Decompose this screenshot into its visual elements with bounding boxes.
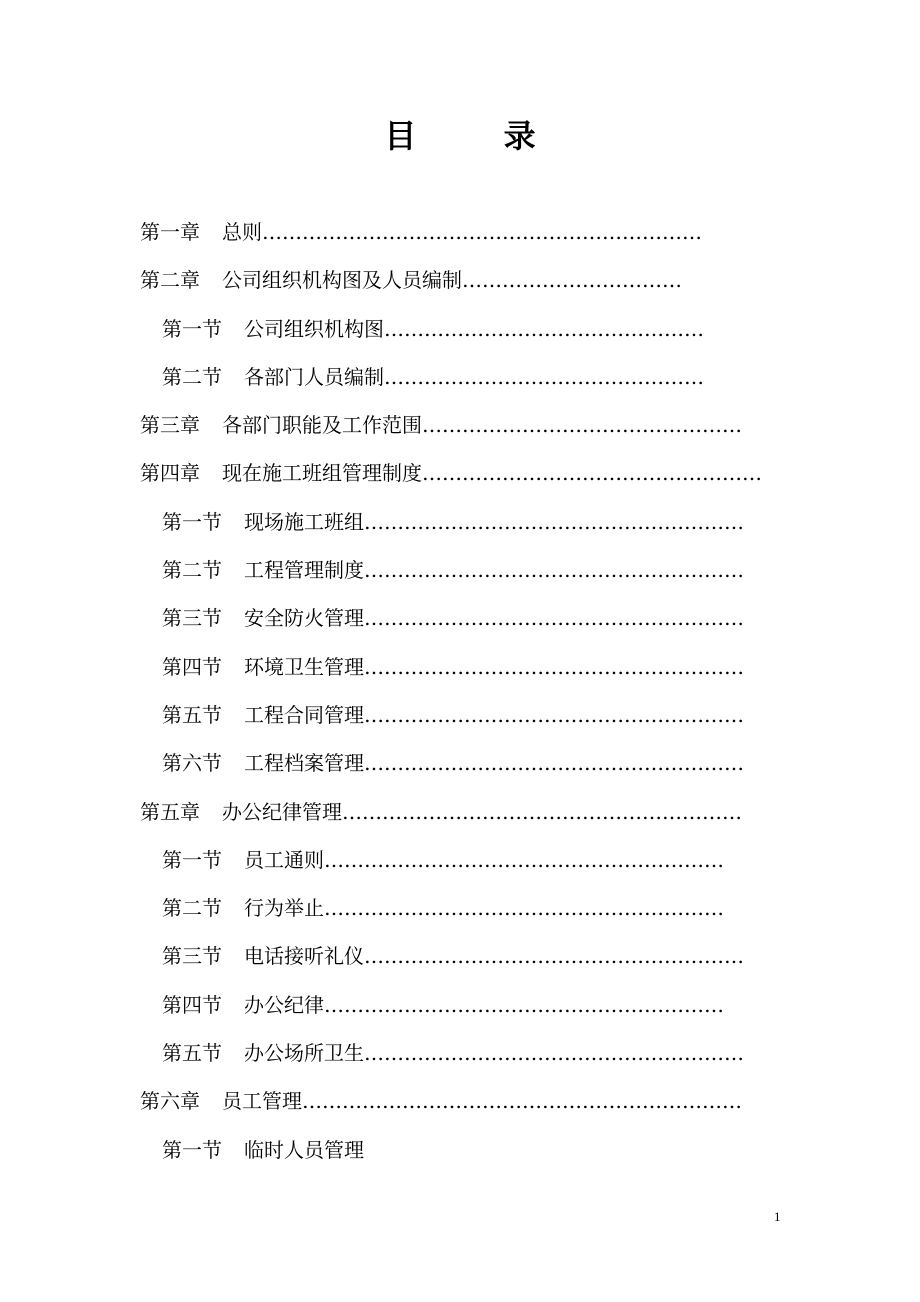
toc-entry-section[interactable] <box>0 1126 920 1174</box>
toc-entry-section[interactable] <box>0 643 920 691</box>
toc-entry-title: 公司组织机构图 <box>244 316 384 341</box>
toc-entry-label: 第四章 <box>140 461 200 486</box>
toc-entry-label: 第六节 <box>162 751 222 776</box>
toc-dot-leader: ………………………………………………………… <box>302 1089 742 1114</box>
toc-entry-title: 现场施工班组 <box>244 509 364 534</box>
table-of-contents <box>0 208 920 1174</box>
toc-entry-section[interactable] <box>0 353 920 401</box>
toc-entry-title: 临时人员管理 <box>244 1137 364 1162</box>
toc-entry-title: 环境卫生管理 <box>244 654 364 679</box>
toc-entry-label: 第四节 <box>162 654 222 679</box>
toc-dot-leader: ………………………………………………… <box>364 606 744 631</box>
toc-entry-label: 第二节 <box>162 896 222 921</box>
toc-dot-leader: ………………………………………………… <box>364 751 744 776</box>
toc-dot-leader: …………………………………………… <box>422 461 762 486</box>
toc-entry-section[interactable] <box>0 836 920 884</box>
toc-entry-title: 电话接听礼仪 <box>244 944 364 969</box>
toc-entry-title: 办公纪律 <box>244 992 324 1017</box>
toc-entry-section[interactable] <box>0 305 920 353</box>
toc-entry-label: 第六章 <box>140 1089 200 1114</box>
toc-entry-label: 第一章 <box>140 220 200 244</box>
toc-dot-leader: …………………………………………………… <box>324 896 724 921</box>
toc-entry-label: 第二节 <box>162 364 222 389</box>
toc-entry-label: 第五节 <box>162 1041 222 1066</box>
toc-entry-chapter-4[interactable] <box>0 449 920 497</box>
toc-dot-leader: ………………………………………………… <box>364 1041 744 1066</box>
toc-entry-section[interactable] <box>0 594 920 642</box>
toc-entry-label: 第三节 <box>162 944 222 969</box>
toc-entry-label: 第四节 <box>162 992 222 1017</box>
toc-entry-label: 第二节 <box>162 558 222 583</box>
toc-entry-title: 公司组织机构图及人员编制 <box>222 268 462 293</box>
toc-entry-title: 办公纪律管理 <box>222 799 342 824</box>
toc-entry-title: 工程合同管理 <box>244 702 364 727</box>
toc-dot-leader: ………………………………………………… <box>364 509 744 534</box>
toc-entry-section[interactable] <box>0 884 920 932</box>
toc-entry-chapter-1[interactable] <box>0 208 920 256</box>
toc-entry-title: 行为举止 <box>244 896 324 921</box>
toc-dot-leader: ………………………………………………… <box>364 944 744 969</box>
toc-dot-leader: …………………………………………………… <box>342 799 742 824</box>
toc-entry-label: 第三节 <box>162 606 222 631</box>
toc-entry-label: 第一节 <box>162 509 222 534</box>
toc-entry-title: 工程档案管理 <box>244 751 364 776</box>
toc-entry-section[interactable] <box>0 546 920 594</box>
toc-entry-chapter-2[interactable] <box>0 256 920 304</box>
toc-entry-label: 第五章 <box>140 799 200 824</box>
toc-entry-section[interactable] <box>0 691 920 739</box>
toc-dot-leader: ………………………………………… <box>422 413 742 438</box>
toc-entry-label: 第五节 <box>162 702 222 727</box>
toc-entry-label: 第三章 <box>140 413 200 438</box>
page-number: 1 <box>774 1209 781 1224</box>
toc-dot-leader: ………………………………………… <box>384 364 704 389</box>
toc-entry-title: 员工通则 <box>244 847 324 872</box>
toc-dot-leader: ………………………………………………… <box>364 702 744 727</box>
toc-entry-section[interactable] <box>0 1029 920 1077</box>
toc-entry-label: 第一节 <box>162 847 222 872</box>
toc-entry-title: 工程管理制度 <box>244 558 364 583</box>
toc-entry-title: 现在施工班组管理制度 <box>222 461 422 486</box>
toc-entry-section[interactable] <box>0 498 920 546</box>
toc-entry-chapter-5[interactable] <box>0 788 920 836</box>
toc-dot-leader: …………………………………………………… <box>324 847 724 872</box>
toc-entry-title: 各部门人员编制 <box>244 364 384 389</box>
toc-entry-section[interactable] <box>0 932 920 980</box>
toc-dot-leader: ………………………………………………… <box>364 558 744 583</box>
toc-entry-title: 各部门职能及工作范围 <box>222 413 422 438</box>
toc-entry-chapter-6[interactable] <box>0 1077 920 1125</box>
toc-entry-label: 第二章 <box>140 268 200 293</box>
toc-entry-label: 第一节 <box>162 1137 222 1162</box>
toc-entry-title: 总则 <box>222 220 262 244</box>
toc-entry-section[interactable] <box>0 981 920 1029</box>
toc-dot-leader: …………………………… <box>462 268 682 293</box>
toc-entry-chapter-3[interactable] <box>0 401 920 449</box>
toc-entry-title: 办公场所卫生 <box>244 1041 364 1066</box>
toc-dot-leader: ………………………………………………………… <box>262 220 702 244</box>
toc-entry-title: 员工管理 <box>222 1089 302 1114</box>
toc-entry-label: 第一节 <box>162 316 222 341</box>
toc-dot-leader: ………………………………………………… <box>364 654 744 679</box>
page-title: 目 录 <box>384 117 574 155</box>
toc-dot-leader: …………………………………………………… <box>324 992 724 1017</box>
toc-entry-section[interactable] <box>0 739 920 787</box>
toc-entry-title: 安全防火管理 <box>244 606 364 631</box>
toc-dot-leader: ………………………………………… <box>384 316 704 341</box>
